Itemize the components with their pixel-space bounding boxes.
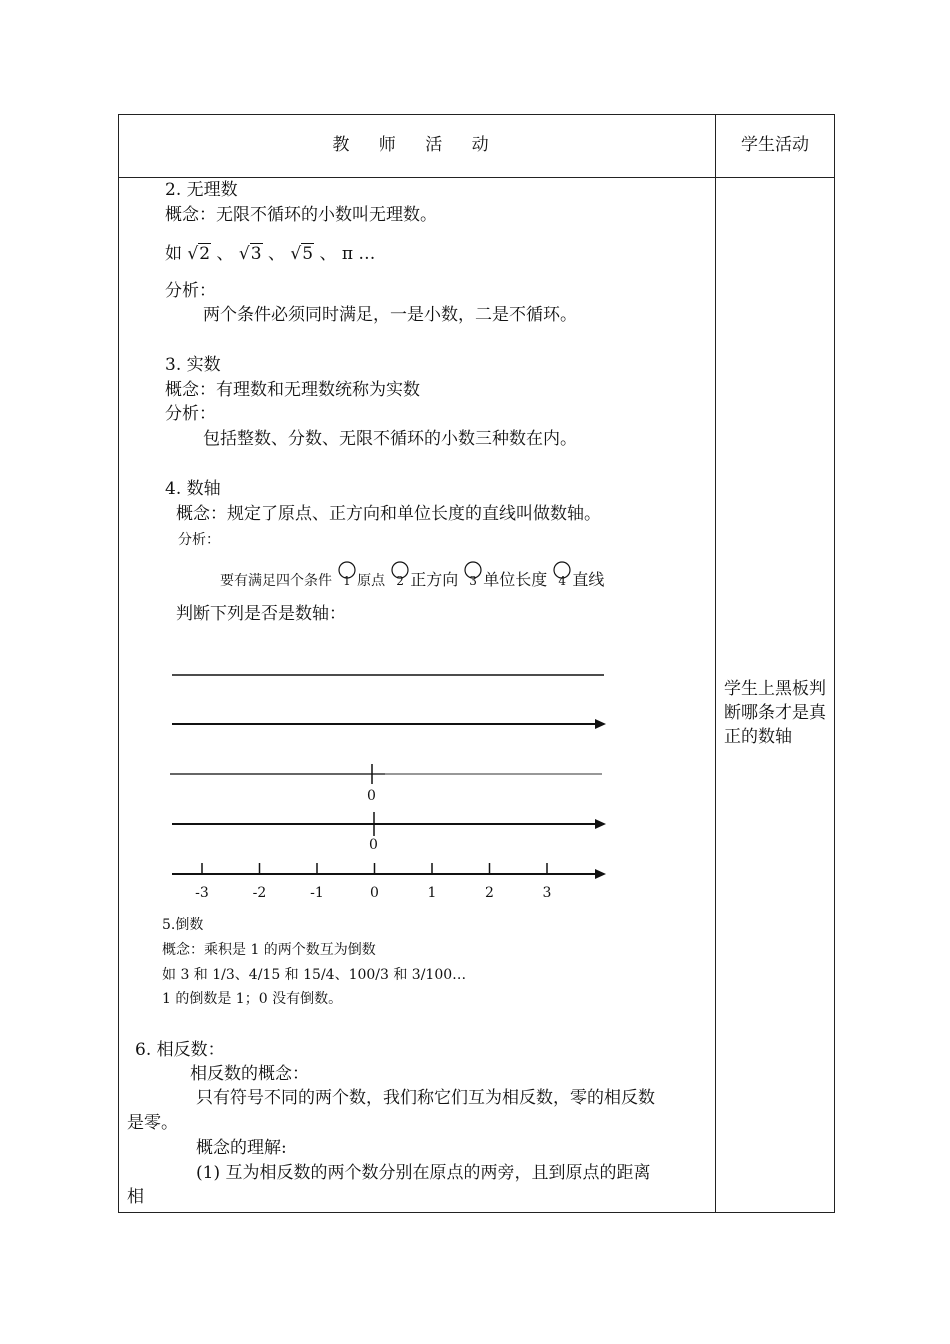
sec2-analysis-label: 分析：: [165, 281, 216, 301]
circled-2-icon: 2: [391, 567, 409, 585]
sec2-title: 2. 无理数: [165, 180, 238, 200]
sec4-judge: 判断下列是否是数轴：: [176, 604, 346, 624]
sec4-analysis-label: 分析：: [178, 532, 220, 548]
axis-tick-label: 0: [370, 885, 379, 901]
cond-direction: 正方向: [410, 570, 459, 589]
sec6-line2b: 相: [127, 1187, 144, 1207]
sec6-line1b: 是零。: [127, 1113, 178, 1133]
sec5-title: 5.倒数: [162, 917, 204, 933]
sec5-example: 如 3 和 1/3、4/15 和 15/4、100/3 和 3/100…: [162, 967, 467, 983]
req-prefix: 要有满足四个条件: [220, 573, 332, 589]
header-student: 学生活动: [741, 135, 809, 155]
cond-unit: 单位长度: [483, 570, 548, 589]
axis-tick-label: -3: [195, 885, 209, 901]
zero-label-2: 0: [369, 837, 378, 853]
axis-tick-label: 2: [485, 885, 494, 901]
sec3-analysis: 包括整数、分数、无限不循环的小数三种数在内。: [203, 429, 577, 449]
axis-tick-label: 1: [427, 885, 437, 901]
arrowhead-icon: [595, 719, 606, 729]
sec6-title: 6. 相反数：: [135, 1040, 225, 1060]
sep: 、: [319, 244, 337, 264]
sec5-concept: 概念：乘积是 1 的两个数互为倒数: [162, 942, 376, 958]
sec5-note: 1 的倒数是 1；0 没有倒数。: [162, 991, 343, 1007]
sec3-analysis-label: 分析：: [165, 404, 216, 424]
sec3-title: 3. 实数: [165, 355, 221, 375]
circled-1-icon: 1: [338, 567, 356, 585]
axis-tick-label: -1: [310, 885, 324, 901]
sqrt-2: √2: [187, 244, 211, 264]
circled-4-icon: 4: [553, 567, 571, 585]
sep: 、: [267, 244, 285, 264]
sec6-concept-label: 相反数的概念：: [190, 1064, 309, 1084]
zero-label-1: 0: [367, 788, 376, 804]
sec4-title: 4. 数轴: [165, 479, 221, 499]
sep: 、: [216, 244, 234, 264]
pi: π …: [341, 244, 376, 264]
sec2-analysis: 两个条件必须同时满足，一是小数，二是不循环。: [203, 305, 577, 325]
sqrt-3: √3: [238, 244, 262, 264]
sec6-line2: (1) 互为相反数的两个数分别在原点的两旁，且到原点的距离: [196, 1163, 651, 1183]
cond-origin: 原点: [357, 573, 386, 589]
sec3-concept: 概念：有理数和无理数统称为实数: [165, 380, 420, 400]
axis-tick-label: -2: [252, 885, 267, 901]
cond-line: 直线: [572, 570, 605, 589]
arrowhead-icon: [595, 819, 606, 829]
circled-3-icon: 3: [464, 567, 482, 585]
sqrt-5: √5: [290, 244, 314, 264]
sec2-concept: 概念：无限不循环的小数叫无理数。: [165, 205, 437, 225]
sec6-understand: 概念的理解:: [196, 1138, 287, 1158]
arrowhead-icon: [595, 869, 606, 879]
student-activity-note: 学生上黑板判断哪条才是真正的数轴: [724, 679, 826, 747]
header-teacher: 教 师 活 动: [332, 135, 501, 155]
eg-prefix: 如: [165, 244, 182, 264]
sec6-line1: 只有符号不同的两个数，我们称它们互为相反数，零的相反数: [196, 1088, 655, 1108]
sec4-concept: 概念：规定了原点、正方向和单位长度的直线叫做数轴。: [176, 504, 601, 524]
axis-tick-label: 3: [542, 885, 552, 901]
